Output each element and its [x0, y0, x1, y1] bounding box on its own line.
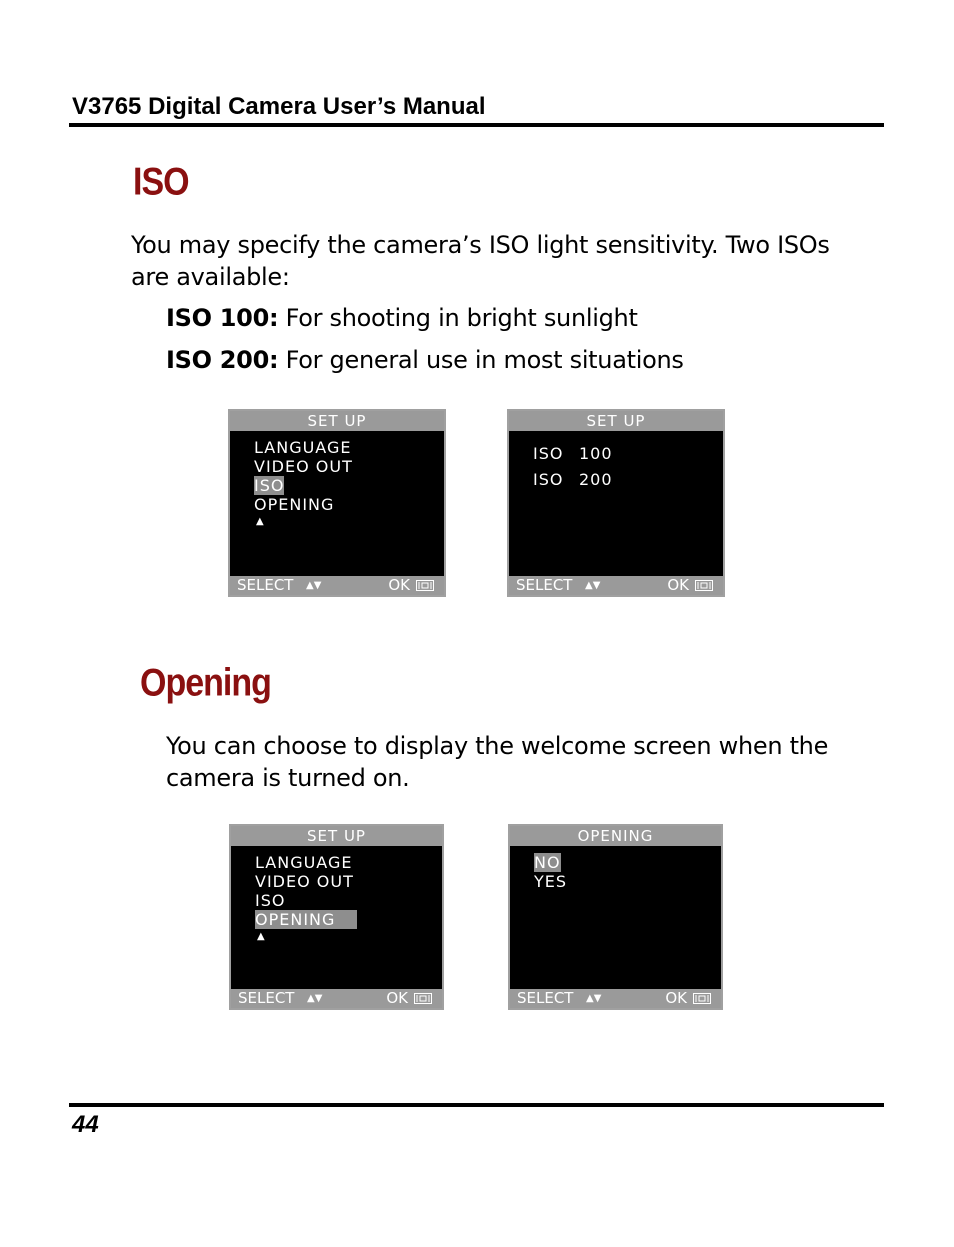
iso-item-term: ISO 100: [166, 304, 279, 332]
ok-label: OK [388, 576, 410, 594]
menu-item-language: LANGUAGE [255, 853, 353, 872]
option-no-highlighted: NO [534, 853, 561, 872]
select-label: SELECT [237, 576, 294, 594]
lcd-footer [510, 989, 721, 1008]
iso-item-100 [166, 304, 638, 332]
menu-item-video-out: VIDEO OUT [254, 457, 353, 476]
iso-item-200 [166, 346, 684, 374]
select-label: SELECT [238, 989, 295, 1007]
menu-item-opening-highlighted: OPENING [255, 910, 357, 929]
ok-button-icon [695, 580, 713, 591]
up-down-arrows-icon: ▲▼ [586, 993, 602, 1004]
lcd-footer [509, 576, 723, 595]
lcd-menu [254, 438, 353, 527]
up-down-arrows-icon: ▲▼ [306, 580, 322, 591]
ok-button-icon [693, 993, 711, 1004]
ok-label: OK [667, 576, 689, 594]
ok-label: OK [386, 989, 408, 1007]
lcd-footer [231, 989, 442, 1008]
lcd-menu [533, 441, 613, 493]
menu-item-video-out: VIDEO OUT [255, 872, 354, 891]
lcd-setup-iso-selected [228, 409, 446, 597]
menu-item-iso: ISO [255, 891, 286, 910]
ok-button-icon [414, 993, 432, 1004]
page-number: 44 [72, 1111, 99, 1138]
ok-button-icon [416, 580, 434, 591]
menu-item-language: LANGUAGE [254, 438, 352, 457]
lcd-footer [230, 576, 444, 595]
menu-item-iso-highlighted: ISO [254, 476, 285, 495]
lcd-title: SET UP [509, 411, 723, 431]
lcd-menu [534, 853, 567, 891]
iso-intro: You may specify the camera’s ISO light sensitivity. Two ISOs are available: [131, 231, 830, 291]
up-down-arrows-icon: ▲▼ [585, 580, 601, 591]
option-iso-100: ISO 100 [533, 444, 613, 463]
iso-item-description: For shooting in bright sunlight [278, 304, 638, 332]
lcd-opening-options [508, 824, 723, 1010]
scroll-up-marker-icon: ▲ [256, 516, 265, 527]
lcd-iso-options [507, 409, 725, 597]
footer-rule [69, 1103, 884, 1107]
lcd-title: OPENING [510, 826, 721, 846]
iso-item-description: For general use in most situations [278, 346, 684, 374]
scroll-up-marker-icon: ▲ [257, 931, 266, 942]
opening-intro: You can choose to display the welcome screen when the camera is turned on. [166, 732, 829, 792]
lcd-menu [255, 853, 357, 942]
ok-label: OK [665, 989, 687, 1007]
option-yes: YES [534, 872, 568, 891]
opening-heading: Opening [140, 661, 271, 705]
select-label: SELECT [516, 576, 573, 594]
iso-item-term: ISO 200: [166, 346, 279, 374]
menu-item-opening: OPENING [254, 495, 335, 514]
lcd-setup-opening-selected [229, 824, 444, 1010]
option-iso-200: ISO 200 [533, 470, 613, 489]
lcd-title: SET UP [230, 411, 444, 431]
select-label: SELECT [517, 989, 574, 1007]
header-rule [69, 123, 884, 127]
iso-heading: ISO [133, 160, 189, 204]
lcd-title: SET UP [231, 826, 442, 846]
up-down-arrows-icon: ▲▼ [307, 993, 323, 1004]
manual-title: V3765 Digital Camera User’s Manual [72, 93, 486, 120]
